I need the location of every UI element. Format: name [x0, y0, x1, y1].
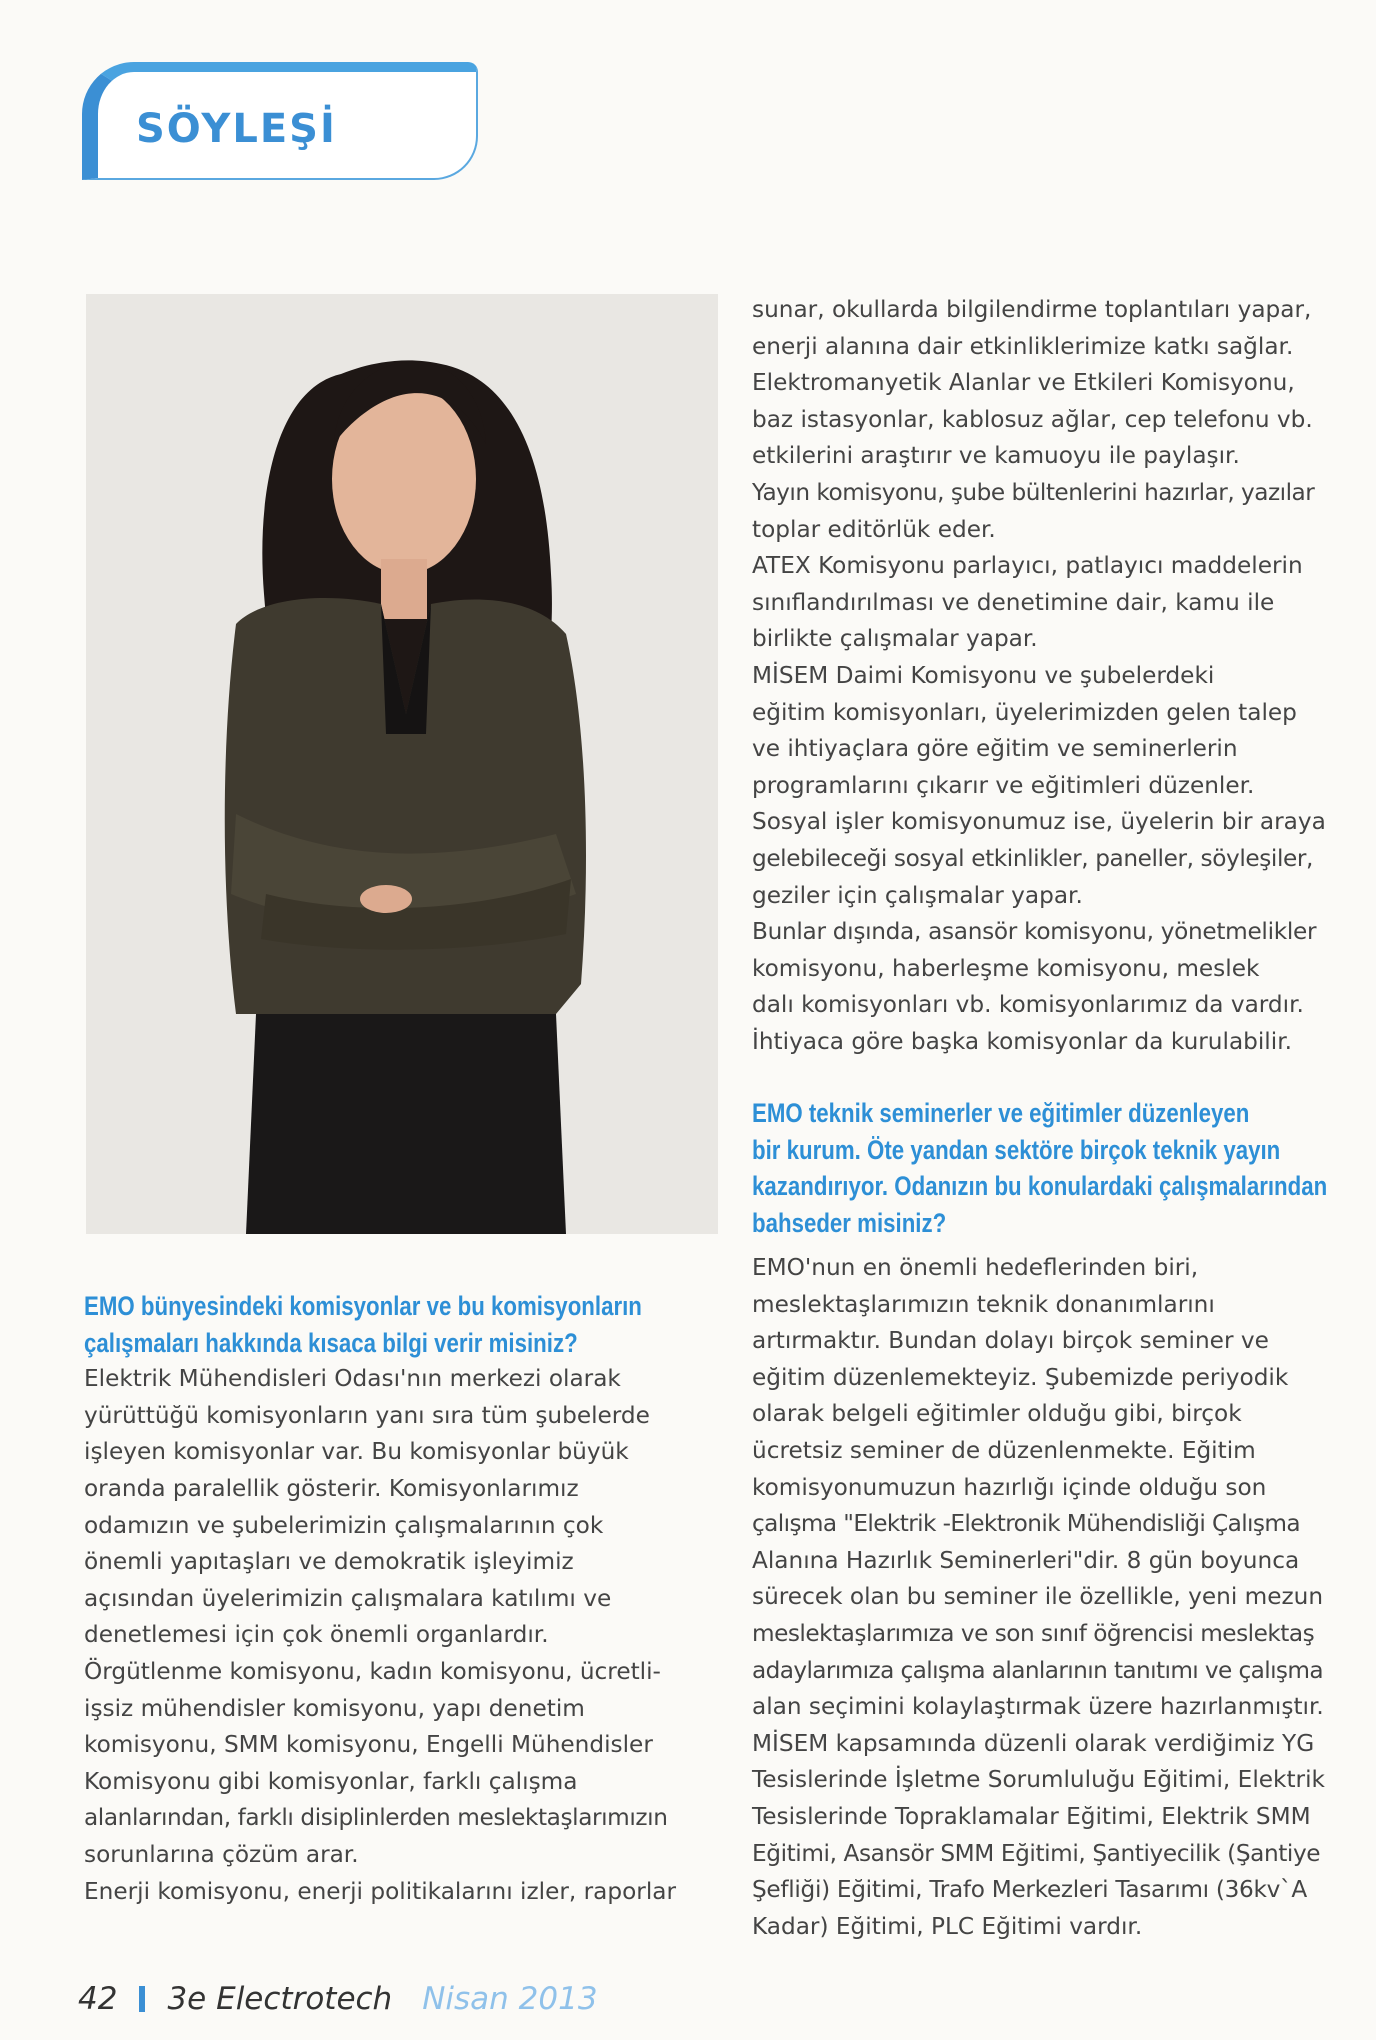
body-line: alan seçimini kolaylaştırmak üzere hazırlanmıştır.	[752, 1693, 1324, 1721]
question-line: çalışmaları hakkında kısaca bilgi verir misiniz?	[84, 1327, 578, 1358]
body-line: eğitim düzenlemekteyiz. Şubemizde periyodik	[752, 1363, 1289, 1391]
body-line: Örgütlenme komisyonu, kadın komisyonu, ücretli-	[84, 1657, 661, 1685]
portrait-illustration	[86, 294, 718, 1234]
body-line: komisyonu, haberleşme komisyonu, meslek	[752, 954, 1260, 982]
right-column-bottom	[752, 1250, 1325, 1945]
body-line: Eğitimi, Asansör SMM Eğitimi, Şantiyecilik (Şantiye	[752, 1839, 1321, 1867]
body-line: geziler için çalışmalar yapar.	[752, 881, 1083, 909]
body-line: meslektaşlarımızın teknik donanımlarını	[752, 1290, 1215, 1318]
body-line: sorunlarına çözüm arar.	[84, 1840, 359, 1868]
question-heading	[752, 1095, 1327, 1241]
left-column	[84, 1288, 724, 1910]
body-line: sınıflandırılması ve denetimine dair, kamu ile	[752, 588, 1275, 616]
body-line: toplar editörlük eder.	[752, 515, 996, 543]
body-line: Şefliği) Eğitimi, Trafo Merkezleri Tasarımı (36kv`A	[752, 1876, 1307, 1904]
body-line: Kadar) Eğitimi, PLC Eğitimi vardır.	[752, 1912, 1143, 1940]
question-heading	[84, 1288, 642, 1361]
body-line: odamızın ve şubelerimizin çalışmalarının çok	[84, 1511, 604, 1539]
body-line: olarak belgeli eğitimler olduğu gibi, birçok	[752, 1400, 1242, 1428]
body-line: sunar, okullarda bilgilendirme toplantıları yapar,	[752, 296, 1312, 323]
body-line: işleyen komisyonlar var. Bu komisyonlar büyük	[84, 1438, 629, 1466]
body-line: Komisyonu gibi komisyonlar, farklı çalışma	[84, 1767, 578, 1795]
body-line: birlikte çalışmalar yapar.	[752, 625, 1038, 653]
body-line: sürecek olan bu seminer ile özellikle, yeni mezun	[752, 1583, 1324, 1611]
body-line: MİSEM kapsamında düzenli olarak verdiğimiz YG	[752, 1729, 1315, 1757]
body-line: dalı komisyonları vb. komisyonlarımız da vardır.	[752, 991, 1304, 1019]
body-line: Tesislerinde İşletme Sorumluluğu Eğitimi, Elektrik	[752, 1766, 1325, 1794]
magazine-name: 3e Electrotech	[167, 1981, 393, 2017]
body-line: komisyonumuzun hazırlığı içinde olduğu son	[752, 1473, 1267, 1501]
body-line: İhtiyaca göre başka komisyonlar da kurulabilir.	[752, 1027, 1292, 1055]
body-line: yürüttüğü komisyonların yanı sıra tüm şubelerde	[84, 1401, 650, 1429]
body-line: ve ihtiyaçlara göre eğitim ve seminerlerin	[752, 735, 1238, 763]
body-line: artırmaktır. Bundan dolayı birçok seminer ve	[752, 1327, 1269, 1355]
body-line: denetlemesi için çok önemli organlardır.	[84, 1621, 549, 1649]
page-number: 42	[78, 1981, 118, 2017]
body-line: oranda paralellik gösterir. Komisyonlarımız	[84, 1474, 579, 1502]
question-line: EMO bünyesindeki komisyonlar ve bu komisyonların	[84, 1291, 642, 1321]
section-tab	[82, 62, 478, 180]
body-line: komisyonu, SMM komisyonu, Engelli Mühendisler	[84, 1731, 653, 1759]
body-line: Elektromanyetik Alanlar ve Etkileri Komisyonu,	[752, 369, 1295, 397]
issue-date: Nisan 2013	[422, 1981, 598, 2017]
footer-separator	[139, 1986, 145, 2012]
body-line: Elektrik Mühendisleri Odası'nın merkezi olarak	[84, 1365, 621, 1393]
portrait-photo	[86, 294, 718, 1234]
body-line: etkilerini araştırır ve kamuoyu ile paylaşır.	[752, 442, 1240, 470]
body-line: ATEX Komisyonu parlayıcı, patlayıcı maddelerin	[752, 552, 1303, 580]
body-line: meslektaşlarımıza ve son sınıf öğrencisi meslektaş	[752, 1619, 1315, 1647]
body-line: enerji alanına dair etkinliklerimize katkı sağlar.	[752, 332, 1294, 360]
body-line: önemli yapıtaşları ve demokratik işleyimiz	[84, 1548, 574, 1576]
question-line: EMO teknik seminerler ve eğitimler düzenleyen	[752, 1098, 1250, 1128]
question-line: bahseder misiniz?	[752, 1207, 947, 1238]
question-line: kazandırıyor. Odanızın bu konulardaki çalışmalarından	[752, 1171, 1328, 1202]
body-line: alanlarından, farklı disiplinlerden meslektaşlarımızın	[84, 1804, 668, 1832]
body-line: Sosyal işler komisyonumuz ise, üyelerin bir araya	[752, 808, 1326, 836]
body-line: MİSEM Daimi Komisyonu ve şubelerdeki	[752, 661, 1215, 689]
body-line: Yayın komisyonu, şube bültenlerini hazırlar, yazılar	[752, 478, 1315, 506]
body-line: programlarını çıkarır ve eğitimleri düzenler.	[752, 771, 1255, 799]
right-question-block	[752, 1095, 1376, 1241]
body-line: Enerji komisyonu, enerji politikalarını izler, raporlar	[84, 1877, 677, 1905]
body-line: EMO'nun en önemli hedeflerinden biri,	[752, 1254, 1199, 1281]
body-line: adaylarımıza çalışma alanlarının tanıtımı ve çalışma	[752, 1656, 1323, 1684]
body-line: gelebileceği sosyal etkinlikler, paneller, söyleşiler,	[752, 844, 1313, 872]
body-line: işsiz mühendisler komisyonu, yapı denetim	[84, 1694, 585, 1722]
body-line: ücretsiz seminer de düzenlenmekte. Eğitim	[752, 1436, 1256, 1464]
body-line: eğitim komisyonları, üyelerimizden gelen talep	[752, 698, 1297, 726]
body-line: açısından üyelerimizin çalışmalara katılımı ve	[84, 1584, 612, 1612]
body-line: çalışma "Elektrik -Elektronik Mühendisliği Çalışma	[752, 1510, 1300, 1538]
section-label: SÖYLEŞİ	[136, 106, 337, 152]
body-line: Tesislerinde Topraklamalar Eğitimi, Elektrik SMM	[752, 1802, 1311, 1830]
page-footer	[78, 1981, 598, 2017]
body-line: Bunlar dışında, asansör komisyonu, yönetmelikler	[752, 918, 1317, 946]
body-line: baz istasyonlar, kablosuz ağlar, cep telefonu vb.	[752, 405, 1313, 433]
body-line: Alanına Hazırlık Seminerleri"dir. 8 gün boyunca	[752, 1546, 1300, 1574]
right-column-top	[752, 292, 1372, 1060]
question-line: bir kurum. Öte yandan sektöre birçok teknik yayın	[752, 1134, 1281, 1165]
